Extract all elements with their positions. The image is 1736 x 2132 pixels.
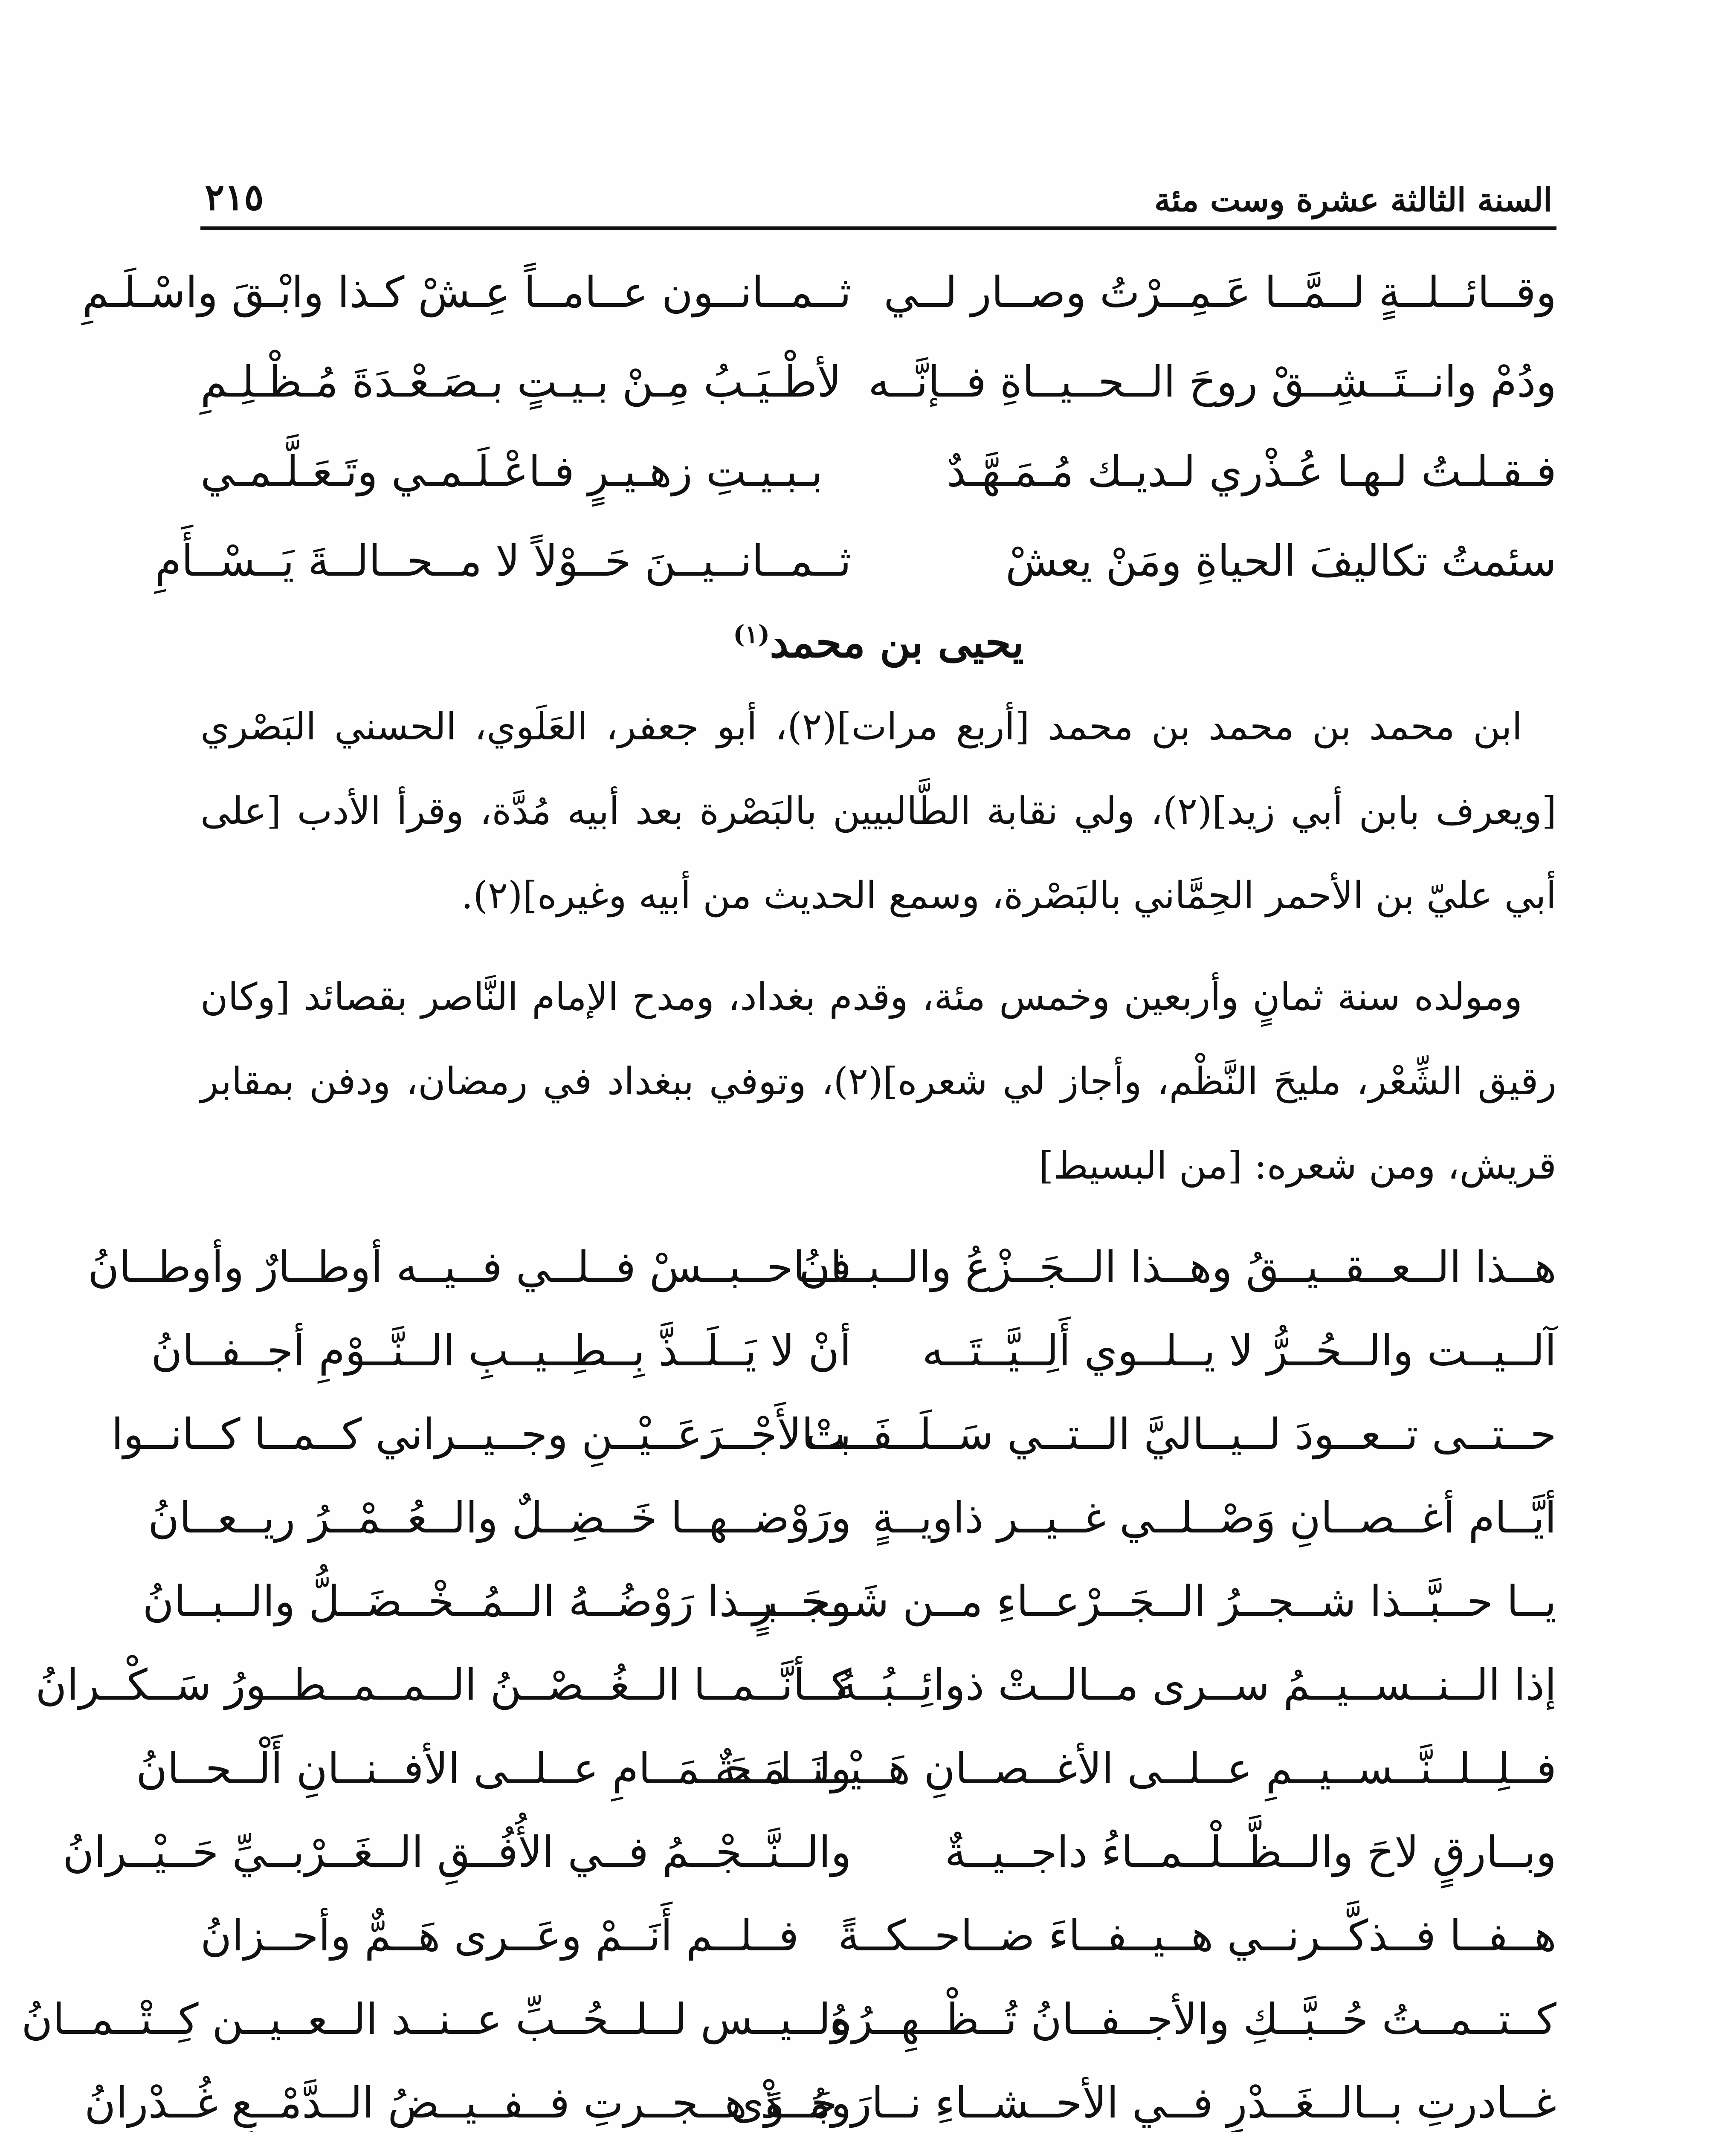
verse-first-hemistich: فــلِــلــنَّــســيــمِ عــلــى الأغــصــانِ هَــيْــنَــمَــةٌ: [714, 1743, 1556, 1793]
footnote-marker: (١): [733, 620, 770, 649]
verse-second-hemistich: فــلــم أَنَــمْ وعَــرى هَــمٌّ وأحــزانُ: [200, 1910, 799, 1961]
verse-second-hemistich: ثــمــانــيــنَ حَــوْلاً لا مــحــالــةَ يَــسْــأَمِ: [155, 536, 852, 586]
biography-paragraph: ابن محمد بن محمد بن محمد [أربع مرات](٢)، أبو جعفر، العَلَوي، الحسني البَصْري [ويعرف بابن أبي زيد](٢)، ولي نقابة الطَّالبيين بالبَصْرة بعد أبيه مُدَّة، وقرأ الأدب [على أبي عليّ بن الأحمر الحِمَّاني بالبَصْرة، وسمع الحديث من أبيه وغيره](٢).: [200, 704, 1556, 917]
verse-first-hemistich: كــتــمــتُ حُــبَّــكِ والأجــفــانُ تُــظْــهِــرُهُ: [829, 1994, 1556, 2044]
verse-row: [84, 2061, 1556, 2132]
verse-first-hemistich: إذا الــنــســيــمُ ســرى مــالــتْ ذوائِــبُــهُ: [835, 1660, 1556, 1710]
biography-heading-text: يحيى بن محمد: [770, 618, 1024, 667]
verse-row: [21, 1977, 1556, 2061]
running-head: [200, 158, 1556, 230]
verses-top: [82, 247, 1556, 605]
verse-second-hemistich: ثــمــانــون عــامــاً عِـشْ كـذا وابْـقَ واسْـلَـمِ: [82, 267, 852, 317]
verse-first-hemistich: وقــائــلــةٍ لــمَّــا عَـمِــرْتُ وصــار لــي: [884, 267, 1556, 317]
verse-first-hemistich: أيَّــام أغــصــانِ وَصْــلــي غــيــر ذاويــةٍ: [872, 1492, 1556, 1543]
verse-second-hemistich: بـبـيـتِ زهـيـرٍ فـاعْـلَـمـي وتَـعَـلَّـمـي: [200, 446, 823, 496]
verse-row: [142, 1559, 1556, 1643]
verse-row: [151, 1309, 1556, 1392]
biography-paragraph-text: ومولده سنة ثمانٍ وأربعين وخمس مئة، وقدم بغداد، ومدح الإمام النَّاصر بقصائد [وكان رقيق الشِّعْر، مليحَ النَّظْم، وأجاز لي شعره](٢)، وتوفي ببغداد في رمضان، ودفن بمقابر قريش، ومن شعره:: [200, 975, 1556, 1188]
verse-first-hemistich: سئمتُ تكاليفَ الحياةِ ومَنْ يعشْ: [1005, 536, 1556, 586]
verse-row: [35, 1643, 1556, 1726]
verse-second-hemistich: ورَوْضــهــا خَــضِــلٌ والــعُــمْــرُ ريــعــانُ: [148, 1492, 852, 1543]
verse-row: [200, 337, 1556, 426]
verse-first-hemistich: غــادرتِ بــالــغَــدْرِ فــي الأحــشــاءِ نــارَ جَــوًى: [730, 2077, 1556, 2128]
verse-row: [63, 1810, 1556, 1894]
verse-first-hemistich: ودُمْ وانــتَــشِــقْ روحَ الــحــيــاةِ فــإنَّــه: [868, 356, 1556, 407]
verse-first-hemistich: فـقـلـتُ لـهـا عُـذْري لـديـك مُـمَـهَّـدٌ: [947, 446, 1556, 496]
biography-heading: [200, 618, 1556, 667]
verse-first-hemistich: هــفــا فــذكَّــرنــي هــيــفــاءَ ضــاحــكــةً: [838, 1910, 1556, 1961]
book-page: [21, 158, 1556, 2132]
verse-second-hemistich: لأطْـيَـبُ مِـنْ بـيـتٍ بـصَـعْـدَةَ مُـظْـلِـمِ: [200, 356, 842, 407]
verse-second-hemistich: ولــلــحَــمَــامِ عــلــى الأفــنــانِ أَلْــحــانُ: [136, 1743, 852, 1793]
verse-row: [200, 1894, 1556, 1977]
meter-label: [من البسيط]: [1039, 1144, 1243, 1188]
verse-row: [136, 1726, 1556, 1810]
verse-second-hemistich: بــالأَجْــرَعَــيْــنِ وجــيــراني كــمــا كــانــوا: [111, 1409, 852, 1459]
verse-first-hemistich: حــتــى تــعــودَ لــيــاليَّ الــتــي سَــلَــفَــتْ: [805, 1409, 1556, 1459]
verse-second-hemistich: والــنَّــجْــمُ فــي الأُفُــقِ الــغَــرْبــيِّ حَــيْــرانُ: [63, 1827, 852, 1877]
verse-first-hemistich: يــا حــبَّــذا شــجــرُ الــجَــرْعــاءِ مــن شَــجَــرٍ: [752, 1576, 1556, 1626]
verse-first-hemistich: آلــيــت والــحُــرُّ لا يــلــوي أَلِــيَّــتَــه: [922, 1325, 1556, 1376]
verse-second-hemistich: أنْ لا يَــلَــذَّ بِــطِــيــبِ الــنَّــوْمِ أجــفــانُ: [151, 1325, 852, 1376]
verse-second-hemistich: ومُــذْ هــجــرتِ فــفــيــضُ الــدَّمْــعِ غُــدْرانُ: [84, 2077, 852, 2128]
verses-main: [21, 1225, 1556, 2132]
verse-row: [155, 516, 1556, 605]
biography-paragraph: [200, 955, 1556, 1208]
verse-second-hemistich: فــاحــبــسْ فــلــي فــيــه أوطــارٌ وأوطــانُ: [88, 1242, 852, 1292]
verse-first-hemistich: هــذا الــعــقــيــقُ وهــذا الــجَــزْعُ والــبــانُ: [799, 1242, 1556, 1292]
verse-row: [82, 247, 1556, 337]
verse-row: [111, 1392, 1556, 1476]
page-number: ٢١٥: [205, 176, 264, 219]
verse-row: [88, 1225, 1556, 1309]
verse-second-hemistich: وحــبــذا رَوْضُــهُ الــمُــخْــضَــلُّ والــبــانُ: [142, 1576, 852, 1626]
running-title: السنة الثالثة عشرة وست مئة: [1154, 181, 1552, 219]
verse-second-hemistich: ولــيــس لــلــحُــبِّ عــنــد الــعــيــن كِــتْــمــانُ: [21, 1994, 852, 2044]
verse-first-hemistich: وبــارقٍ لاحَ والــظَّــلْــمــاءُ داجــيــةٌ: [945, 1827, 1556, 1877]
verse-second-hemistich: كــأنَّــمــا الــغُــصْــنُ الــمــمــطــورُ سَــكْــرانُ: [35, 1660, 852, 1710]
verse-row: [148, 1476, 1556, 1559]
verse-row: [200, 426, 1556, 516]
